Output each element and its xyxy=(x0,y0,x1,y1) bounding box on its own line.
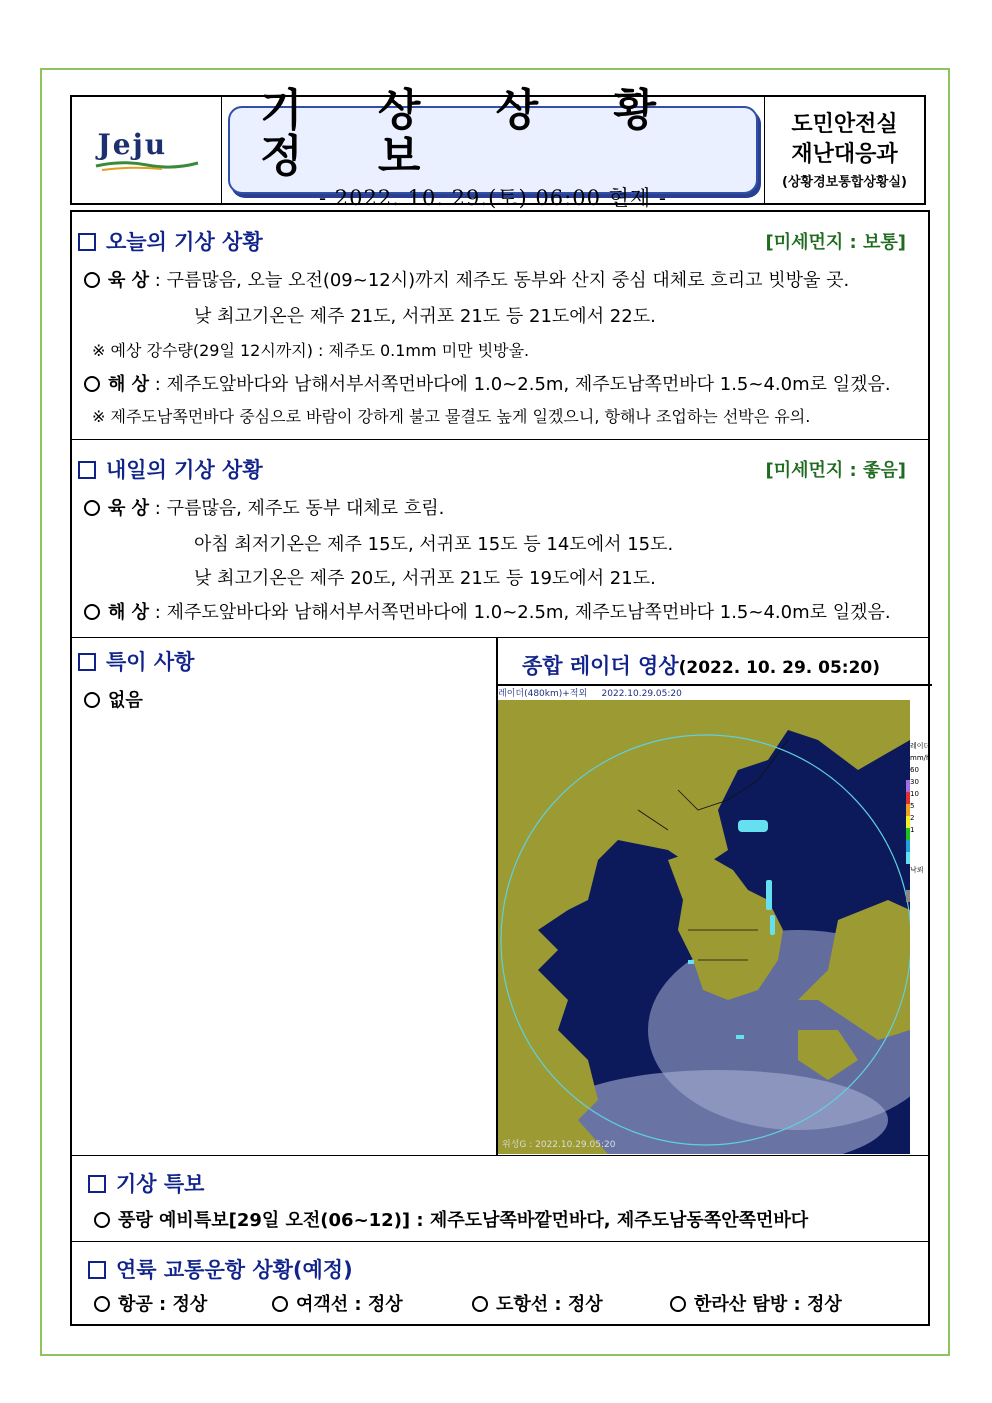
circle-bullet-icon xyxy=(272,1296,288,1312)
jeju-logo xyxy=(92,128,202,172)
radar-echo xyxy=(736,1035,744,1039)
checkbox-square-icon xyxy=(78,233,96,251)
circle-bullet-icon xyxy=(84,692,100,708)
today-rain-note: ※ 예상 강수량(29일 12시까지) : 제주도 0.1mm 미만 빗방울. xyxy=(92,341,530,360)
tomorrow-section xyxy=(72,440,928,638)
special-heading: 특이 사항 xyxy=(78,646,194,676)
radar-legend-value: 60 xyxy=(910,766,919,774)
radar-echo xyxy=(688,960,694,964)
today-sea-line: 해 상 : 제주도앞바다와 남해서부서쪽먼바다에 1.0~2.5m, 제주도남쪽먼바다 1.5~4.0m로 일겠음. xyxy=(84,370,891,396)
radar-echo xyxy=(738,820,768,832)
office-name: (상황경보통합상황실) xyxy=(782,175,907,191)
document-date: - 2022. 10. 29.(토) 06:00 현제 - xyxy=(319,186,667,211)
tomorrow-land-line2: 아침 최저기온은 제주 15도, 서귀포 15도 등 14도에서 15도. xyxy=(194,534,674,555)
today-sea-note: ※ 제주도남쪽먼바다 중심으로 바람이 강하게 불고 물결도 높게 일겠으니, 항해나 조업하는 선박은 유의. xyxy=(92,407,811,426)
warning-item: 풍랑 예비특보[29일 오전(06~12)] : 제주도남쪽바깥먼바다, 제주도남동쪽안쪽먼바다 xyxy=(94,1206,808,1232)
today-heading: 오늘의 기상 상황 xyxy=(78,226,263,256)
radar-legend-value: 2 xyxy=(910,814,915,822)
tomorrow-heading: 내일의 기상 상황 xyxy=(78,454,263,484)
department-name: 도민안전실 xyxy=(791,111,898,137)
circle-bullet-icon xyxy=(84,500,100,516)
radar-satellite-map xyxy=(498,700,910,1154)
circle-bullet-icon xyxy=(94,1212,110,1228)
today-land-line2: 낮 최고기온은 제주 21도, 서귀포 21도 등 21도에서 22도. xyxy=(194,306,656,327)
radar-footer-label: 위성G : 2022.10.29.05:20 xyxy=(502,1140,616,1150)
transport-item-ferry: 여객선 : 정상 xyxy=(272,1290,403,1316)
radar-legend-unit: mm/h xyxy=(910,754,931,762)
radar-legend-lightning: 낙뢰 xyxy=(910,866,924,874)
radar-echo xyxy=(766,880,772,910)
jeju-logo-text: Jeju xyxy=(97,128,168,161)
warning-section xyxy=(72,1156,928,1242)
transport-item-hallasan: 한라산 탐방 : 정상 xyxy=(670,1290,842,1316)
today-dust-level: [미세먼지 : 보통] xyxy=(765,232,906,253)
today-section xyxy=(72,212,928,440)
tomorrow-land-line3: 낮 최고기온은 제주 20도, 서귀포 21도 등 19도에서 21도. xyxy=(194,568,656,589)
special-item: 없음 xyxy=(84,686,143,712)
radar-echo xyxy=(770,915,775,935)
jeju-logo-swoosh xyxy=(92,158,202,172)
radar-image xyxy=(498,686,910,1154)
title-box xyxy=(228,84,758,211)
logo-cell xyxy=(72,97,222,203)
radar-title: 종합 레이더 영상(2022. 10. 29. 05:20) xyxy=(522,654,881,678)
special-radar-section xyxy=(72,638,931,1156)
warning-heading: 기상 특보 xyxy=(88,1168,204,1198)
today-land-line: 육 상 : 구름많음, 오늘 오전(09~12시)까지 제주도 동부와 산지 중심 대체로 흐리고 빗방울 곳. xyxy=(84,266,849,292)
radar-overlay-header: 레이더(480km)+적외 2022.10.29.05:20 xyxy=(498,689,682,699)
circle-bullet-icon xyxy=(472,1296,488,1312)
document-title: 기 상 상 황 정 보 xyxy=(260,84,686,182)
checkbox-square-icon xyxy=(88,1261,106,1279)
radar-legend-value: 1 xyxy=(910,826,915,834)
radar-legend-panel xyxy=(910,740,932,940)
checkbox-square-icon xyxy=(78,653,96,671)
circle-bullet-icon xyxy=(670,1296,686,1312)
transport-heading: 연륙 교통운항 상황(예정) xyxy=(88,1254,353,1284)
checkbox-square-icon xyxy=(88,1175,106,1193)
radar-legend-value: 30 xyxy=(910,778,919,786)
checkbox-square-icon xyxy=(78,461,96,479)
radar-legend-value: 10 xyxy=(910,790,919,798)
title-cell xyxy=(222,84,764,211)
circle-bullet-icon xyxy=(94,1296,110,1312)
department-cell xyxy=(764,97,924,203)
radar-legend-values xyxy=(910,764,932,836)
radar-legend-title: 레이더 xyxy=(910,742,931,750)
tomorrow-dust-level: [미세먼지 : 좋음] xyxy=(765,460,906,481)
tomorrow-sea-line: 해 상 : 제주도앞바다와 남해서부서쪽먼바다에 1.0~2.5m, 제주도남쪽먼바다 1.5~4.0m로 일겠음. xyxy=(84,598,891,624)
division-name: 재난대응과 xyxy=(791,141,898,167)
transport-item-air: 항공 : 정상 xyxy=(94,1290,207,1316)
circle-bullet-icon xyxy=(84,604,100,620)
radar-legend-value: 5 xyxy=(910,802,915,810)
document-header xyxy=(70,84,926,211)
tomorrow-land-line: 육 상 : 구름많음, 제주도 동부 대체로 흐림. xyxy=(84,494,444,520)
transport-item-island-ferry: 도항선 : 정상 xyxy=(472,1290,603,1316)
circle-bullet-icon xyxy=(84,272,100,288)
transport-section xyxy=(72,1242,928,1326)
circle-bullet-icon xyxy=(84,376,100,392)
report-body xyxy=(70,210,930,1326)
